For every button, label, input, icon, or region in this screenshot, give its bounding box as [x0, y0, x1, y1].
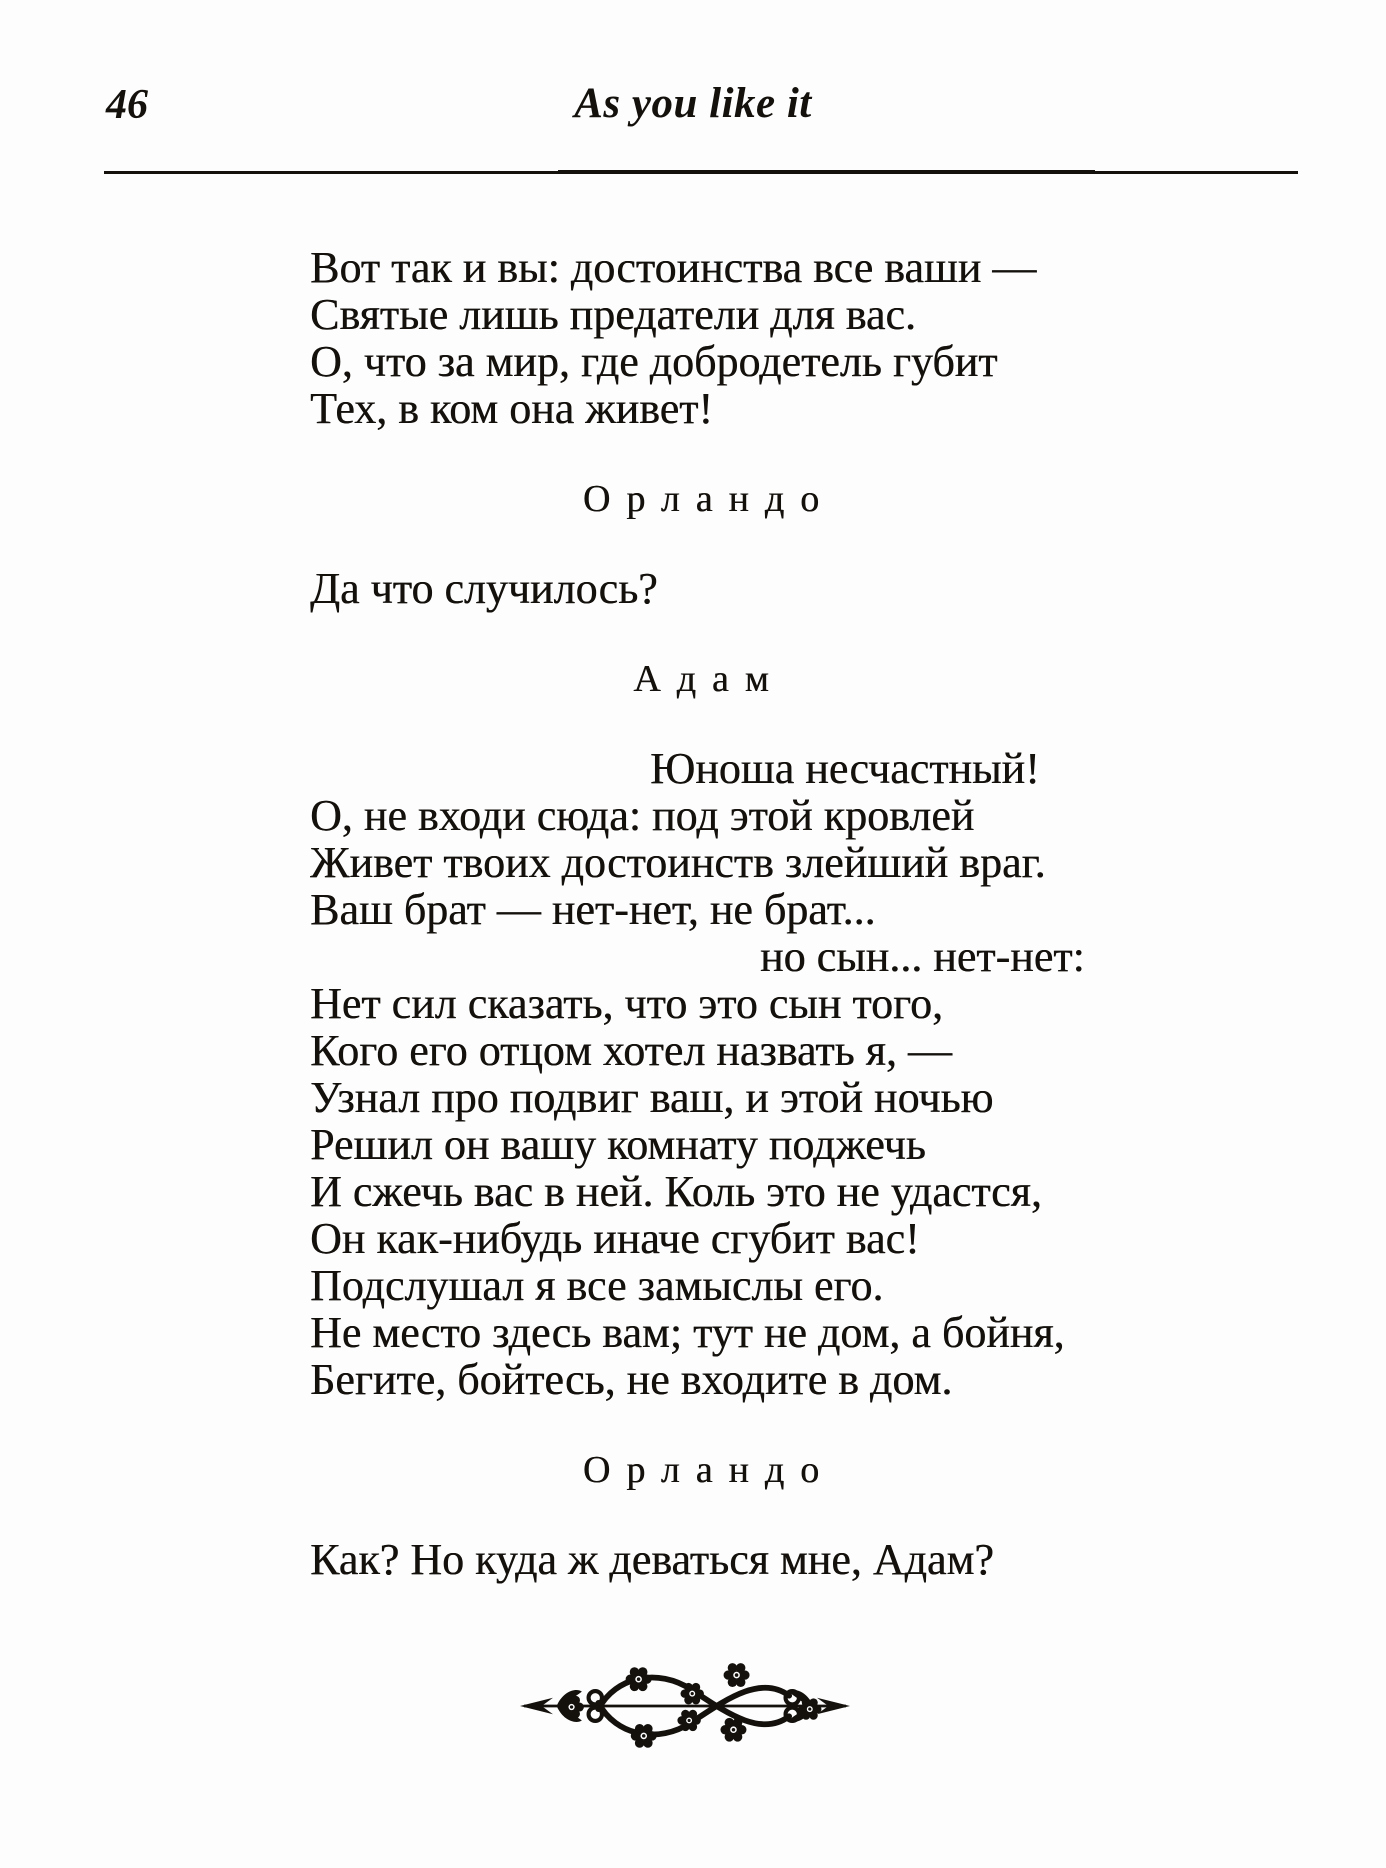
fleuron-ornament [520, 1660, 850, 1752]
verse-line: Святые лишь предатели для вас. [310, 290, 916, 339]
page-number: 46 [106, 82, 148, 128]
fleuron-icon [520, 1660, 850, 1752]
verse-line: И сжечь вас в ней. Коль это не удастся, [310, 1167, 1042, 1216]
dialogue-block [310, 476, 1092, 612]
verse-line: но сын... нет-нет: [760, 932, 1085, 981]
verse-line: Подслушал я все замыслы его. [310, 1261, 884, 1310]
verse-line: Ваш брат — нет-нет, не брат... [310, 885, 876, 934]
speaker-name: Адам [633, 658, 785, 700]
header-rule [104, 171, 1298, 174]
verse-line: Да что случилось? [310, 564, 658, 613]
speaker-name: Орландо [582, 478, 836, 520]
verse-line: О, что за мир, где добродетель губит [310, 337, 998, 386]
verse-line: Узнал про подвиг ваш, и этой ночью [310, 1073, 994, 1122]
verse-line: О, не входи сюда: под этой кровлей [310, 791, 975, 840]
verse-line: Не место здесь вам; тут не дом, а бойня, [310, 1308, 1065, 1357]
verse-body [310, 244, 1092, 1583]
verse-line: Кого его отцом хотел назвать я, — [310, 1026, 952, 1075]
verse-line: Как? Но куда ж деваться мне, Адам? [310, 1535, 994, 1584]
verse-line: Вот так и вы: достоинства все ваши — [310, 243, 1037, 292]
verse-line: Тех, в ком она живет! [310, 384, 714, 433]
verse-line: Решил он вашу комнату поджечь [310, 1120, 926, 1169]
verse-line: Нет сил сказать, что это сын того, [310, 979, 943, 1028]
dialogue-block [310, 656, 1092, 1403]
running-title: As you like it [574, 80, 812, 127]
verse-line: Бегите, бойтесь, не входите в дом. [310, 1355, 953, 1404]
verse-line: Юноша несчастный! [650, 744, 1040, 793]
verse-line: Живет твоих достоинств злейший враг. [310, 838, 1046, 887]
verse-line: Он как-нибудь иначе сгубит вас! [310, 1214, 920, 1263]
dialogue-block [310, 1447, 1092, 1583]
dialogue-block [310, 244, 1092, 432]
speaker-name: Орландо [582, 1449, 836, 1491]
